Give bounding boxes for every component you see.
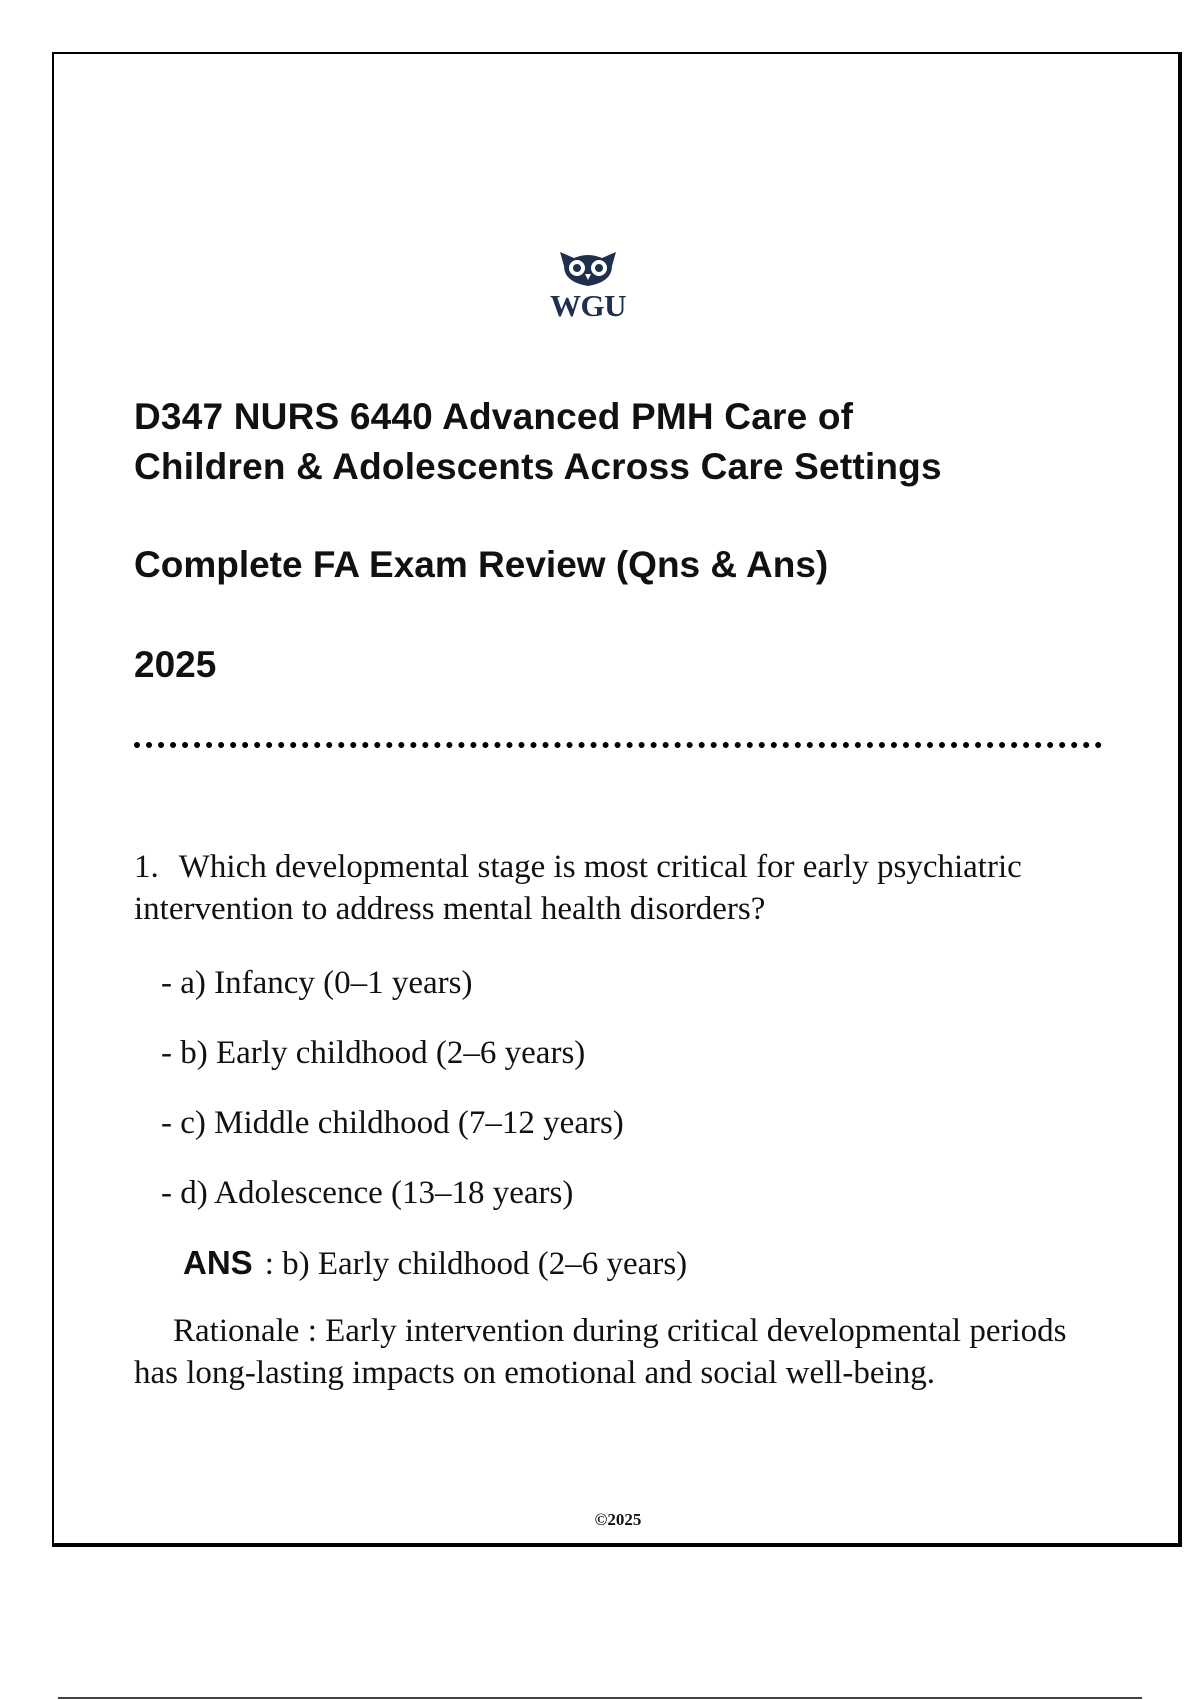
- owl-icon: [556, 248, 620, 288]
- title-line-1: D347 NURS 6440 Advanced PMH Care of: [134, 396, 854, 437]
- rationale: Rationale : Early intervention during critical developmental periods has long-lasting impacts on emotional and social well-being.: [134, 1313, 1067, 1391]
- option-d: - d) Adolescence (13–18 years): [161, 1175, 574, 1211]
- bottom-rule: [58, 1697, 1142, 1699]
- document-year: 2025: [134, 644, 217, 685]
- dotted-divider: [134, 742, 1102, 748]
- copyright: ©2025: [594, 1510, 642, 1529]
- option-c: - c) Middle childhood (7–12 years): [161, 1105, 624, 1141]
- answer-text: : b) Early childhood (2–6 years): [264, 1246, 688, 1282]
- wgu-logo: [528, 248, 648, 321]
- document-title: [134, 392, 1094, 492]
- option-a: - a) Infancy (0–1 years): [161, 965, 473, 1001]
- question-stem: [134, 846, 1074, 930]
- title-line-2: Children & Adolescents Across Care Settings: [134, 446, 942, 487]
- option-b: - b) Early childhood (2–6 years): [161, 1035, 586, 1071]
- question-number: 1.: [134, 849, 159, 885]
- question-text: Which developmental stage is most critical for early psychiatric intervention to address mental health disorders?: [134, 849, 1022, 927]
- document-subtitle: Complete FA Exam Review (Qns & Ans): [134, 544, 829, 585]
- logo-text: WGU: [550, 288, 626, 323]
- answer-line: [183, 1242, 687, 1285]
- answer-label: ANS: [183, 1244, 253, 1281]
